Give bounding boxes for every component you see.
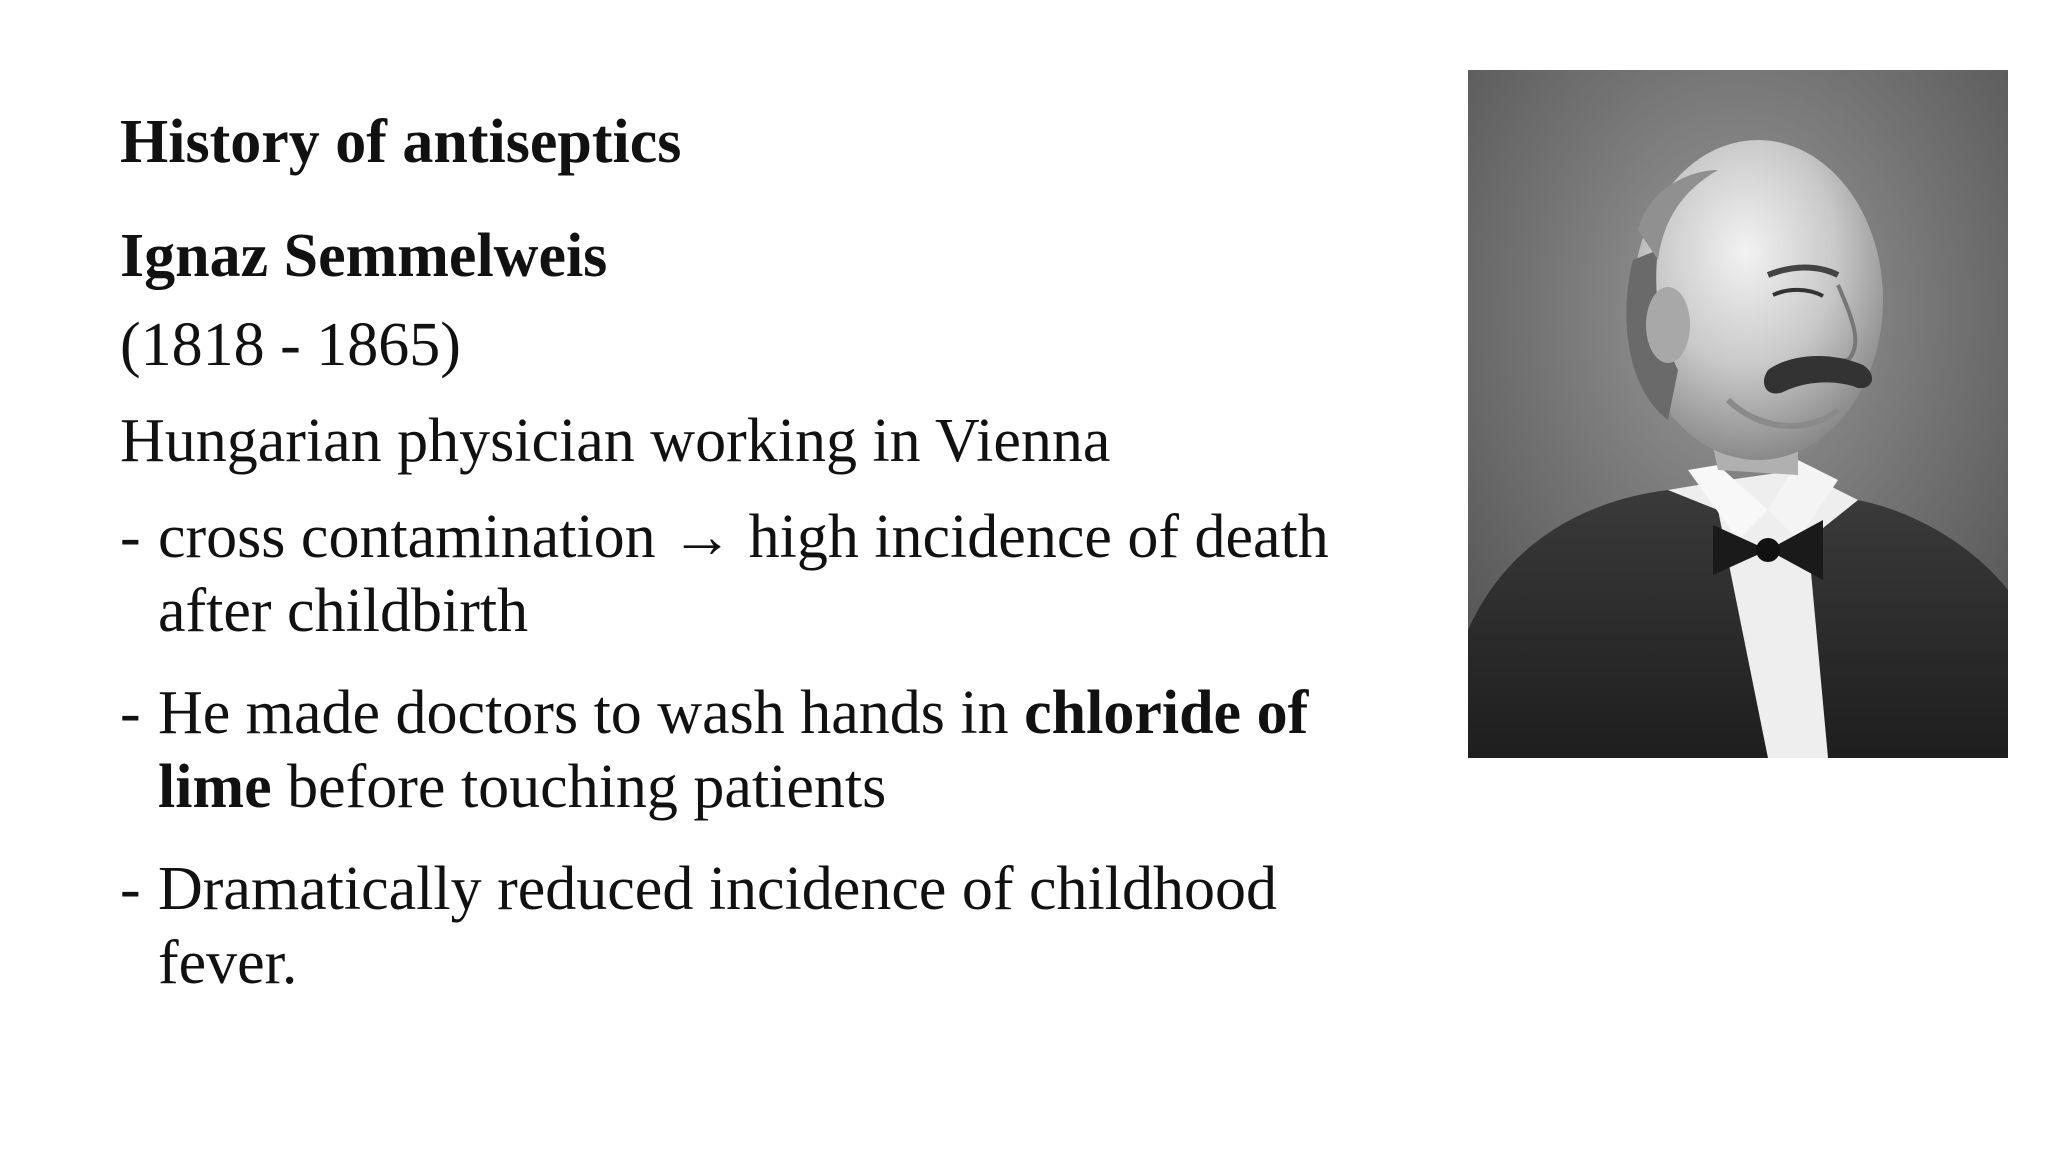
bullet-item: [120, 500, 1380, 648]
bullet-item: [120, 676, 1380, 824]
bullet-dash: -: [120, 679, 141, 747]
slide-title: History of antiseptics: [120, 108, 682, 176]
lifespan: (1818 - 1865): [120, 311, 461, 379]
portrait-engraving-icon: [1468, 70, 2008, 758]
bullet-text-bold: chloride of lime: [158, 679, 1309, 821]
description: Hungarian physician working in Vienna: [120, 407, 1111, 475]
portrait-drawing: [1468, 70, 2008, 758]
bullet-dash: -: [120, 503, 141, 571]
bullet-text: [158, 676, 1380, 824]
bullet-text: cross contamination → high incidence of death after childbirth: [158, 503, 1329, 645]
bullet-text-post: before touching patients: [271, 753, 887, 821]
bullet-text-pre: He made doctors to wash hands in: [158, 679, 1025, 747]
person-name: Ignaz Semmelweis: [120, 222, 608, 290]
bullet-item: [120, 852, 1380, 1000]
slide-text-block: [120, 100, 1380, 1028]
bullet-text: Dramatically reduced incidence of childhood fever.: [158, 855, 1277, 997]
bullet-dash: -: [120, 855, 141, 923]
